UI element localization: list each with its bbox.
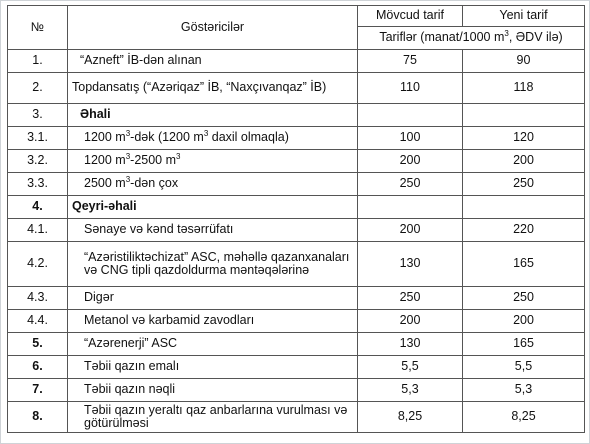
row-indicator: Təbii qazın yeraltı qaz anbarlarına vurulması və götürülməsi: [68, 402, 358, 433]
indicator-text: 1200 m: [84, 153, 126, 168]
table-row: [8, 333, 585, 356]
row-number: 3.2.: [8, 150, 68, 173]
row-new-tariff: 250: [463, 287, 585, 310]
row-number: 6.: [8, 356, 68, 379]
row-new-tariff: 8,25: [463, 402, 585, 433]
indicator-superscript: 3: [125, 175, 131, 185]
table-row: [8, 127, 585, 150]
row-indicator: Təbii qazın nəqli: [68, 379, 358, 402]
column-header-current-tariff: Mövcud tarif: [358, 6, 463, 27]
row-current-tariff: 100: [358, 127, 463, 150]
table-row: [8, 150, 585, 173]
row-indicator: [68, 127, 358, 150]
indicator-superscript: 3: [125, 129, 131, 139]
row-indicator: Təbii qazın emalı: [68, 356, 358, 379]
row-new-tariff: 220: [463, 219, 585, 242]
column-header-number: №: [8, 6, 68, 50]
row-indicator: Sənaye və kənd təsərrüfatı: [68, 219, 358, 242]
row-new-tariff: [463, 196, 585, 219]
gas-tariff-table: [7, 5, 585, 433]
row-number: 2.: [8, 73, 68, 104]
row-new-tariff: 5,3: [463, 379, 585, 402]
tariff-unit-header: [358, 27, 585, 50]
tariff-unit-suffix: , ƏDV ilə): [508, 30, 563, 45]
row-current-tariff: 5,5: [358, 356, 463, 379]
indicator-text: 2500 m: [84, 176, 126, 191]
row-current-tariff: 8,25: [358, 402, 463, 433]
table-row: [8, 356, 585, 379]
header-row: [8, 6, 585, 27]
row-current-tariff: [358, 104, 463, 127]
row-number: 4.4.: [8, 310, 68, 333]
table-row: [8, 73, 585, 104]
row-new-tariff: [463, 104, 585, 127]
row-number: 3.: [8, 104, 68, 127]
row-new-tariff: 165: [463, 242, 585, 287]
row-new-tariff: 5,5: [463, 356, 585, 379]
row-current-tariff: 250: [358, 287, 463, 310]
row-current-tariff: 110: [358, 73, 463, 104]
table-row: [8, 287, 585, 310]
table-row: [8, 402, 585, 433]
column-header-new-tariff: Yeni tarif: [463, 6, 585, 27]
row-number: 7.: [8, 379, 68, 402]
row-number: 3.1.: [8, 127, 68, 150]
row-number: 1.: [8, 50, 68, 73]
row-new-tariff: 118: [463, 73, 585, 104]
indicator-text: -dən çox: [130, 176, 179, 191]
indicator-superscript: 3: [176, 152, 181, 162]
row-indicator: Digər: [68, 287, 358, 310]
table-row: [8, 104, 585, 127]
row-indicator: Qeyri-əhali: [68, 196, 358, 219]
row-number: 4.2.: [8, 242, 68, 287]
row-current-tariff: 130: [358, 242, 463, 287]
row-indicator: “Azəristiliktəchizat” ASC, məhəllə qazanxanaları və CNG tipli qazdoldurma məntəqələrinə: [68, 242, 358, 287]
row-new-tariff: 200: [463, 150, 585, 173]
indicator-text: -dək (1200 m: [130, 130, 204, 145]
table-row: [8, 242, 585, 287]
row-current-tariff: 250: [358, 173, 463, 196]
row-number: 4.1.: [8, 219, 68, 242]
row-new-tariff: 90: [463, 50, 585, 73]
indicator-superscript: 3: [125, 152, 131, 162]
tariff-unit-prefix: Tariflər (manat/1000 m: [379, 30, 505, 45]
row-indicator: Topdansatış (“Azəriqaz” İB, “Naxçıvanqaz” İB): [68, 73, 358, 104]
row-number: 4.: [8, 196, 68, 219]
table-row: [8, 310, 585, 333]
table-row: [8, 50, 585, 73]
table-row: [8, 173, 585, 196]
row-current-tariff: 130: [358, 333, 463, 356]
row-indicator: Əhali: [68, 104, 358, 127]
row-number: 5.: [8, 333, 68, 356]
table-row: [8, 196, 585, 219]
row-new-tariff: 120: [463, 127, 585, 150]
table-row: [8, 379, 585, 402]
row-current-tariff: 200: [358, 150, 463, 173]
indicator-superscript: 3: [203, 129, 209, 139]
column-header-indicators: Göstəricilər: [68, 6, 358, 50]
row-current-tariff: 200: [358, 219, 463, 242]
row-number: 4.3.: [8, 287, 68, 310]
row-current-tariff: 75: [358, 50, 463, 73]
row-current-tariff: [358, 196, 463, 219]
row-new-tariff: 200: [463, 310, 585, 333]
row-indicator: [68, 150, 358, 173]
row-indicator: “Azneft” İB-dən alınan: [68, 50, 358, 73]
row-number: 3.3.: [8, 173, 68, 196]
indicator-text: -2500 m: [130, 153, 177, 168]
row-number: 8.: [8, 402, 68, 433]
row-current-tariff: 200: [358, 310, 463, 333]
row-new-tariff: 165: [463, 333, 585, 356]
tariff-unit-superscript: 3: [504, 29, 509, 39]
row-new-tariff: 250: [463, 173, 585, 196]
indicator-text: 1200 m: [84, 130, 126, 145]
indicator-text: daxil olmaqla): [208, 130, 289, 145]
row-indicator: “Azərenerji” ASC: [68, 333, 358, 356]
row-current-tariff: 5,3: [358, 379, 463, 402]
row-indicator: [68, 173, 358, 196]
row-indicator: Metanol və karbamid zavodları: [68, 310, 358, 333]
table-row: [8, 219, 585, 242]
